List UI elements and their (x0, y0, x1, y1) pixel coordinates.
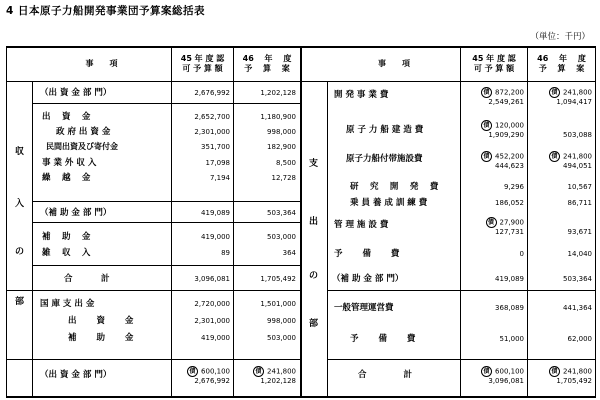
value-text: 241,800 (563, 152, 592, 161)
row-line (6, 290, 300, 291)
value-fy46: 12,728 (271, 174, 296, 182)
value-fy45: 419,000 (201, 233, 230, 241)
border-right (595, 46, 596, 398)
value-fy46: 503,364 (563, 275, 592, 283)
value-fy46: 1,202,128 (260, 377, 296, 385)
side-expense-2: 出 (309, 217, 319, 227)
value-fy46: 10,567 (567, 183, 592, 191)
budget-table (6, 46, 596, 398)
row-label: 開 発 事 業 費 (334, 90, 389, 100)
row-line (32, 201, 300, 202)
value-fy46-top (528, 366, 592, 377)
row-label: 民間出資及び寄付金 (46, 142, 118, 151)
row-label: 政 府 出 資 金 (56, 127, 111, 137)
value-fy46-top (528, 87, 592, 98)
value-fy45: 51,000 (499, 335, 524, 343)
row-label: 原 子 力 船 建 造 費 (346, 125, 424, 135)
value-fy45-top (461, 87, 524, 98)
value-fy46: 441,364 (563, 304, 592, 312)
row-label: 補 助 金 (42, 232, 91, 242)
row-label: 原子力船付帯施設費 (346, 154, 423, 164)
value-fy45-top (172, 366, 230, 377)
side-income-3: の (15, 247, 25, 257)
header-fy46-line2: 予 算 案 (244, 64, 290, 73)
value-fy46: 503,000 (267, 233, 296, 241)
row-label: 研 究 開 発 費 (350, 182, 439, 192)
side-income-2: 入 (15, 199, 25, 209)
bond-mark-icon: 債 (549, 87, 560, 98)
row-line (327, 359, 595, 360)
header-item-left: 事 項 (85, 59, 118, 68)
value-fy45: 368,089 (495, 304, 524, 312)
row-line (32, 265, 300, 266)
row-label: 管 理 施 設 費 (334, 220, 389, 230)
header-fy45-line2: 可 予 算 額 (182, 64, 223, 73)
value-fy45: 2,676,992 (194, 89, 230, 97)
value-fy45: 127,731 (495, 228, 524, 236)
value-fy45: 89 (221, 249, 230, 257)
row-label: 雑 収 入 (42, 248, 91, 258)
value-fy45: 2,720,000 (194, 300, 230, 308)
header-item-right: 事 項 (378, 59, 410, 68)
value-fy46: 86,711 (567, 199, 592, 207)
value-fy45: 1,909,290 (488, 131, 524, 139)
side-expense-3: の (309, 271, 319, 281)
bond-mark-icon: 債 (187, 366, 198, 377)
value-fy46: 998,000 (267, 317, 296, 325)
row-label: 一般管理運営費 (334, 303, 394, 313)
right-side-divider (327, 81, 328, 398)
value-fy46: 1,180,900 (260, 113, 296, 121)
value-fy46: 503,000 (267, 334, 296, 342)
value-text: 452,200 (495, 152, 524, 161)
row-line (32, 103, 300, 104)
row-label: 繰 越 金 (42, 173, 91, 183)
value-text: 600,100 (201, 367, 230, 376)
value-fy45: 444,623 (495, 162, 524, 170)
side-expense-4: 部 (309, 319, 319, 329)
row-label: 合 計 (358, 370, 412, 380)
value-fy45: 2,652,700 (194, 113, 230, 121)
row-label: 出 資 金 (42, 112, 91, 122)
header-divider (6, 81, 596, 82)
value-fy46: 998,000 (267, 128, 296, 136)
value-fy46: 1,705,492 (556, 377, 592, 385)
row-label: 乗 員 養 成 訓 練 費 (350, 198, 428, 208)
value-text: 241,800 (563, 88, 592, 97)
center-divider (300, 46, 302, 398)
row-line (327, 290, 595, 291)
side-income-1: 収 (15, 147, 25, 157)
value-fy45-top (461, 120, 524, 131)
value-text: 600,100 (495, 367, 524, 376)
value-fy46: 14,040 (567, 250, 592, 258)
value-fy45: 2,676,992 (194, 377, 230, 385)
row-label: （補 助 金 部 門） (332, 274, 404, 284)
bond-mark-icon: 債 (253, 366, 264, 377)
border-left (6, 46, 7, 398)
bond-mark-icon: 債 (481, 87, 492, 98)
row-label: 合 計 (64, 274, 110, 284)
left-side-divider (32, 81, 33, 398)
value-fy45-top (461, 151, 524, 162)
value-fy45: 2,301,000 (194, 317, 230, 325)
value-fy45-top (461, 217, 524, 228)
value-fy46: 503,088 (563, 131, 592, 139)
bond-mark-icon: 債 (486, 217, 497, 228)
value-fy46: 1,202,128 (260, 89, 296, 97)
unit-label: （単位：千円） (530, 32, 590, 42)
row-label: 事 業 外 収 入 (42, 158, 97, 168)
value-fy45: 419,089 (201, 209, 230, 217)
value-text: 27,900 (499, 218, 524, 227)
value-fy45: 186,052 (495, 199, 524, 207)
value-fy46: 364 (282, 249, 296, 257)
side-income-4: 部 (15, 297, 25, 307)
value-fy45: 351,700 (201, 143, 230, 151)
value-fy46: 494,051 (563, 162, 592, 170)
bond-mark-icon: 債 (549, 151, 560, 162)
bond-mark-icon: 債 (481, 120, 492, 131)
header-fy45-line2: 可 予 算 額 (473, 64, 515, 73)
value-fy46: 1,094,417 (556, 98, 592, 106)
header-fy46-line2: 予 算 案 (538, 64, 585, 73)
row-label: 補 助 金 (68, 333, 134, 343)
row-label: 国 庫 支 出 金 (40, 299, 95, 309)
value-fy46: 62,000 (567, 335, 592, 343)
value-fy46: 93,671 (567, 228, 592, 236)
value-fy45: 419,000 (201, 334, 230, 342)
value-fy45: 0 (519, 250, 524, 258)
value-fy45: 2,549,261 (488, 98, 524, 106)
value-text: 241,800 (563, 367, 592, 376)
side-expense-1: 支 (309, 159, 319, 169)
bond-mark-icon: 債 (549, 366, 560, 377)
value-fy45: 9,296 (503, 183, 524, 191)
row-label: 予 備 費 (334, 249, 400, 259)
row-line (6, 359, 300, 360)
value-fy45: 3,096,081 (488, 377, 524, 385)
value-fy46: 182,900 (267, 143, 296, 151)
header-fy46-line1: 46 年 度 (537, 54, 586, 63)
value-text: 120,000 (495, 121, 524, 130)
page-title: 4 日本原子力船開発事業団予算案総括表 (6, 5, 205, 17)
value-fy45: 7,194 (209, 174, 230, 182)
bond-mark-icon: 債 (481, 366, 492, 377)
header-fy45-line1: 45 年 度 認 (180, 54, 225, 63)
value-fy45: 419,089 (495, 275, 524, 283)
header-fy45-line1: 45 年 度 認 (472, 54, 516, 63)
value-fy45: 17,098 (205, 159, 230, 167)
value-fy46-top (234, 366, 296, 377)
row-label: 予 備 費 (350, 334, 416, 344)
value-fy45-top (461, 366, 524, 377)
value-fy46: 8,500 (275, 159, 296, 167)
header-fy46-line1: 46 年 度 (242, 54, 292, 63)
row-label: （出 資 金 部 門） (40, 88, 112, 98)
value-text: 241,800 (267, 367, 296, 376)
row-label: （出 資 金 部 門） (40, 370, 112, 380)
row-label: （補 助 金 部 門） (40, 208, 112, 218)
value-fy46: 503,364 (267, 209, 296, 217)
row-label: 出 資 金 (68, 316, 134, 326)
value-fy45: 3,096,081 (194, 275, 230, 283)
bond-mark-icon: 債 (481, 151, 492, 162)
value-text: 872,200 (495, 88, 524, 97)
value-fy46-top (528, 151, 592, 162)
value-fy46: 1,501,000 (260, 300, 296, 308)
value-fy46: 1,705,492 (260, 275, 296, 283)
value-fy45: 2,301,000 (194, 128, 230, 136)
row-line (32, 222, 300, 223)
